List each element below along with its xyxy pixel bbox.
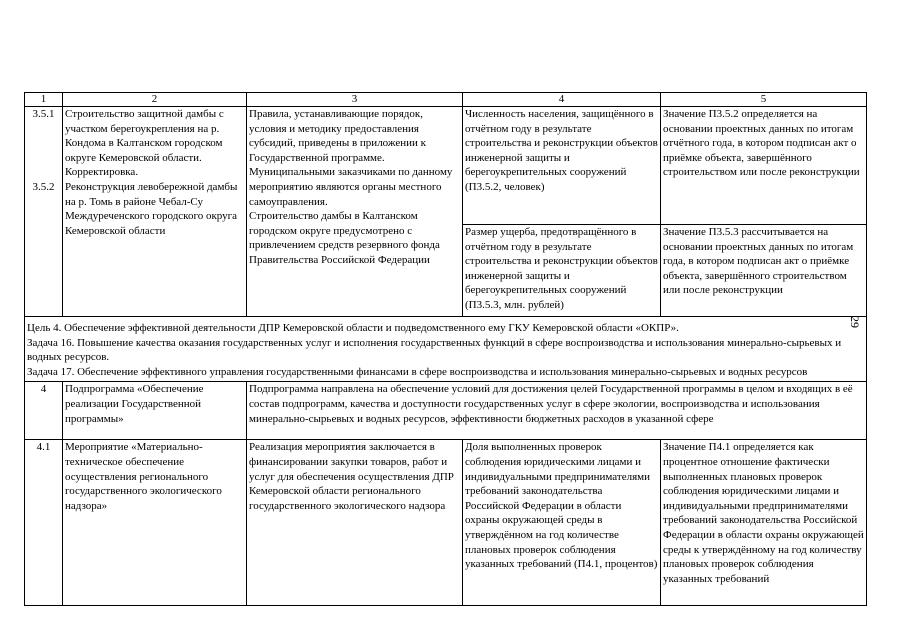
row-number-4: 4 (25, 382, 63, 440)
calc-method-4-1: Значение П4.1 определяется как процентное отношение фактически выполненных плановых проверок соблюдения юридическими лицами и индивидуальными предпринимателями требований законодательства Российской Федерации в области охраны окружающей среды к утверждённому на год количеству плановых проверок соблюдения указанных требований (661, 440, 867, 606)
measure-desc-a: Правила, устанавливающие порядок, условия и методику предоставления субсидий, приведены в приложении к Государственной программе. Муниципальными заказчиками по данному мероприятию являются органы местного самоуправления. (249, 108, 453, 208)
calc-method-3-5-3: Значение П3.5.3 рассчитывается на основании проектных данных по итогам года, в котором подписан акт о приёмке объекта, завершённого строительством или после реконструкции (661, 224, 866, 298)
measure-desc-4-1: Реализация мероприятия заключается в финансировании закупки товаров, работ и услуг для обеспечения осуществления ДПР Кемеровской области регионального государственного экологического надзора (247, 440, 463, 606)
row-number-3-5-2: 3.5.2 (32, 180, 55, 193)
header-col-5: 5 (661, 93, 867, 107)
table-row-4 (25, 382, 867, 440)
table-row-3-5 (25, 107, 867, 317)
table-row-4-1 (25, 440, 867, 606)
measure-name-3-5-1: Строительство защитной дамбы с участком берегоукрепления на р. Кондома в Калтанском городском округе Кемеровской области. Корректировка. (65, 108, 224, 179)
calc-method-3-5-2: Значение П3.5.2 определяется на основании проектных данных по итогам отчётного года, в котором подписан акт о приёмке объекта, завершённого строительством или после реконструкции (663, 108, 860, 179)
header-col-1: 1 (25, 93, 63, 107)
goal-4-text: Цель 4. Обеспечение эффективной деятельности ДПР Кемеровской области и подведомственного ему ГКУ Кемеровской области «ОКПР». (27, 322, 679, 334)
measure-name-cell (63, 107, 247, 317)
task-16-text: Задача 16. Повышение качества оказания государственных услуг и исполнения государственных функций в сфере воспроизводства и использования минерально-сырьевых и водных ресурсов. (27, 336, 842, 364)
measure-desc-cell (247, 107, 463, 317)
page-number: 29 (848, 316, 862, 328)
indicator-4-1: Доля выполненных проверок соблюдения юридическими лицами и индивидуальными предпринимателями требований законодательства Российской Федерации в области охраны окружающей среды в утверждённом на год количестве плановых проверок соблюдения указанных требований (П4.1, процентов) (463, 440, 661, 606)
goal-cell (25, 317, 867, 382)
measure-desc-b: Строительство дамбы в Калтанском городском округе предусмотрено с привлечением средств резервного фонда Правительства Российской Федерации (249, 210, 440, 266)
goal-row (25, 317, 867, 382)
header-col-3: 3 (247, 93, 463, 107)
measure-name-4-1: Мероприятие «Материально-техническое обеспечение осуществления регионального государственного экологического надзора» (63, 440, 247, 606)
task-17-text: Задача 17. Обеспечение эффективного управления государственными финансами в сфере воспроизводства и использования минерально-сырьевых и водных ресурсов (27, 365, 808, 378)
subprogram-desc: Подпрограмма направлена на обеспечение условий для достижения целей Государственной программы в целом и входящих в её состав подпрограмм, качества и доступности государственных услуг в сфере экологии, воспроизводства и использования минерально-сырьевых и водных ресурсов, эффективности бюджетных расходов в указанной сфере (247, 382, 867, 440)
indicator-3-5-3: Размер ущерба, предотвращённого в отчётном году в результате строительства и реконструкции объектов инженерной защиты и берегоукрепительных сооружений (П3.5.3, млн. рублей) (463, 224, 660, 313)
calc-method-cell (661, 107, 867, 317)
header-col-2: 2 (63, 93, 247, 107)
row-number-cell (25, 107, 63, 317)
program-table (24, 92, 867, 606)
header-row (25, 93, 867, 107)
indicator-3-5-2: Численность населения, защищённого в отчётном году в результате строительства и реконструкции объектов инженерной защиты и берегоукрепительных сооружений (П3.5.2, человек) (465, 108, 658, 193)
measure-name-3-5-2: Реконструкция левобережной дамбы на р. Томь в районе Чебал-Су Междуреченского городского округа Кемеровской области (65, 180, 238, 237)
header-col-4: 4 (463, 93, 661, 107)
row-number-3-5-1: 3.5.1 (32, 108, 55, 120)
indicator-cell (463, 107, 661, 317)
subprogram-name: Подпрограмма «Обеспечение реализации Государственной программы» (63, 382, 247, 440)
row-number-4-1: 4.1 (25, 440, 63, 606)
